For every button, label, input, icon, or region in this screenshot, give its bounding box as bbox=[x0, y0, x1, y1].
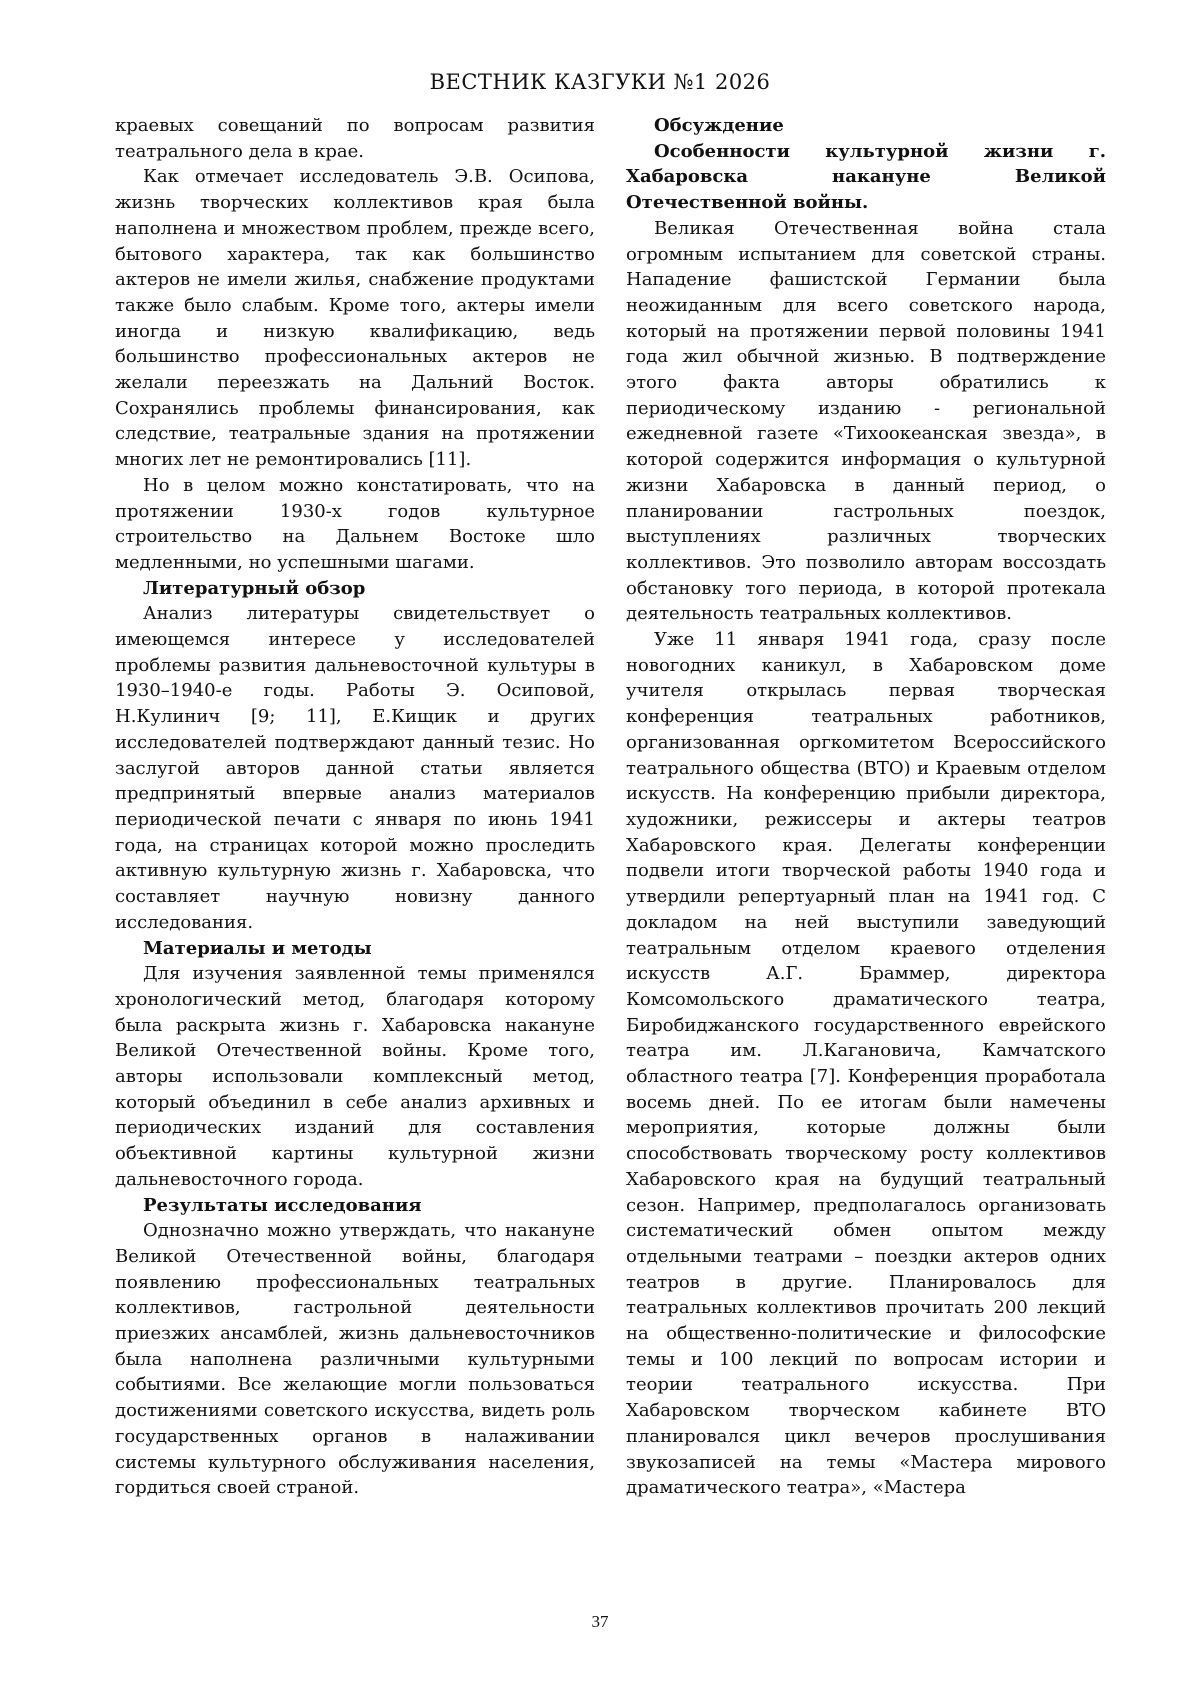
paragraph: Великая Отечественная война стала огромным испытанием для советской страны. Нападение фашистской Германии была неожиданным для всего советского народа, который на протяжении первой половины 1941 года жил обычной жизнью. В подтверждение этого факта авторы обратились к периодическому изданию - региональной ежедневной газете «Тихоокеанская звезда», в которой содержится информация о культурной жизни Хабаровска в данный период, о планировании гастрольных поездок, выступлениях различных творческих коллективов. Это позволило авторам воссоздать обстановку того периода, в которой протекала деятельность театральных коллективов. bbox=[626, 217, 1106, 625]
left-column bbox=[115, 113, 595, 1501]
paragraph: Но в целом можно констатировать, что на протяжении 1930-х годов культурное строительство на Дальнем Востоке шло медленными, но успешными шагами. bbox=[115, 474, 595, 573]
paragraph: Как отмечает исследователь Э.В. Осипова, жизнь творческих коллективов края была наполнена и множеством проблем, прежде всего, бытового характера, так как большинство актеров не имели жилья, снабжение продуктами также было слабым. Кроме того, актеры имели иногда и низкую квалификацию, ведь большинство профессиональных актеров не желали переезжать на Дальний Восток. Сохранялись проблемы финансирования, как следствие, театральные здания на протяжении многих лет не ремонтировались [11]. bbox=[115, 166, 595, 471]
paragraph: Для изучения заявленной темы применялся хронологический метод, благодаря которому была раскрыта жизнь г. Хабаровска накануне Великой Отечественной войны. Кроме того, авторы использовали комплексный метод, который объединил в себе анализ архивных и периодических изданий для составления объективной картины культурной жизни дальневосточного города. bbox=[115, 963, 595, 1190]
paragraph: Анализ литературы свидетельствует о имеющемся интересе у исследователей проблемы развития дальневосточной культуры в 1930–1940-е годы. Работы Э. Осиповой, Н.Кулинич [9; 11], Е.Кищик и других исследователей подтверждают данный тезис. Но заслугой авторов данной статьи является предпринятый впервые анализ материалов периодической печати с января по июнь 1941 года, на страницах которой можно проследить активную культурную жизнь г. Хабаровска, что составляет научную новизну данного исследования. bbox=[115, 603, 595, 933]
paragraph: Однозначно можно утверждать, что накануне Великой Отечественной войны, благодаря появлению профессиональных театральных коллективов, гастрольной деятельности приезжих ансамблей, жизнь дальневосточников была наполнена различными культурными событиями. Все желающие могли пользоваться достижениями советского искусства, видеть роль государственных органов в налаживании системы культурного обслуживания населения, гордиться своей страной. bbox=[115, 1220, 595, 1499]
section-heading-discussion: Обсуждение bbox=[654, 115, 784, 136]
section-heading-methods: Материалы и методы bbox=[143, 937, 372, 959]
right-column bbox=[626, 113, 1106, 1501]
page-number: 37 bbox=[591, 1612, 609, 1631]
paragraph: Уже 11 января 1941 года, сразу после новогодних каникул, в Хабаровском доме учителя открылась первая творческая конференция театральных работников, организованная оргкомитетом Всероссийского театрального общества (ВТО) и Краевым отделом искусств. На конференцию прибыли директора, художники, режиссеры и актеры театров Хабаровского края. Делегаты конференции подвели итоги творческой работы 1940 года и утвердили репертуарный план на 1941 год. С докладом на ней выступили заведующий театральным отделом краевого отделения искусств А.Г. Браммер, директора Комсомольского драматического театра, Биробиджанского государственного еврейского театра им. Л.Кагановича, Камчатского областного театра [7]. Конференция проработала восемь дней. По ее итогам были намечены мероприятия, которые должны были способствовать творческому росту коллективов Хабаровского края на будущий театральный сезон. Например, предполагалось организовать систематический обмен опытом между отдельными театрами – поездки актеров одних театров в другие. Планировалось для театральных коллективов прочитать 200 лекций на общественно-политические и философские темы и 100 лекций по вопросам истории и теории театрального искусства. При Хабаровском творческом кабинете ВТО планировался цикл вечеров прослушивания звукозаписей на темы «Мастера мирового драматического театра», «Мастера bbox=[626, 629, 1106, 1499]
subsection-title: Особенности культурной жизни г. Хабаровска накануне Великой Отечественной войны. bbox=[626, 140, 1106, 214]
section-heading-literature: Литературный обзор bbox=[143, 577, 366, 599]
section-heading-results: Результаты исследования bbox=[143, 1194, 422, 1216]
paragraph: краевых совещаний по вопросам развития театрального дела в крае. bbox=[115, 115, 595, 162]
journal-header: ВЕСТНИК КАЗГУКИ №1 2026 bbox=[429, 70, 771, 94]
